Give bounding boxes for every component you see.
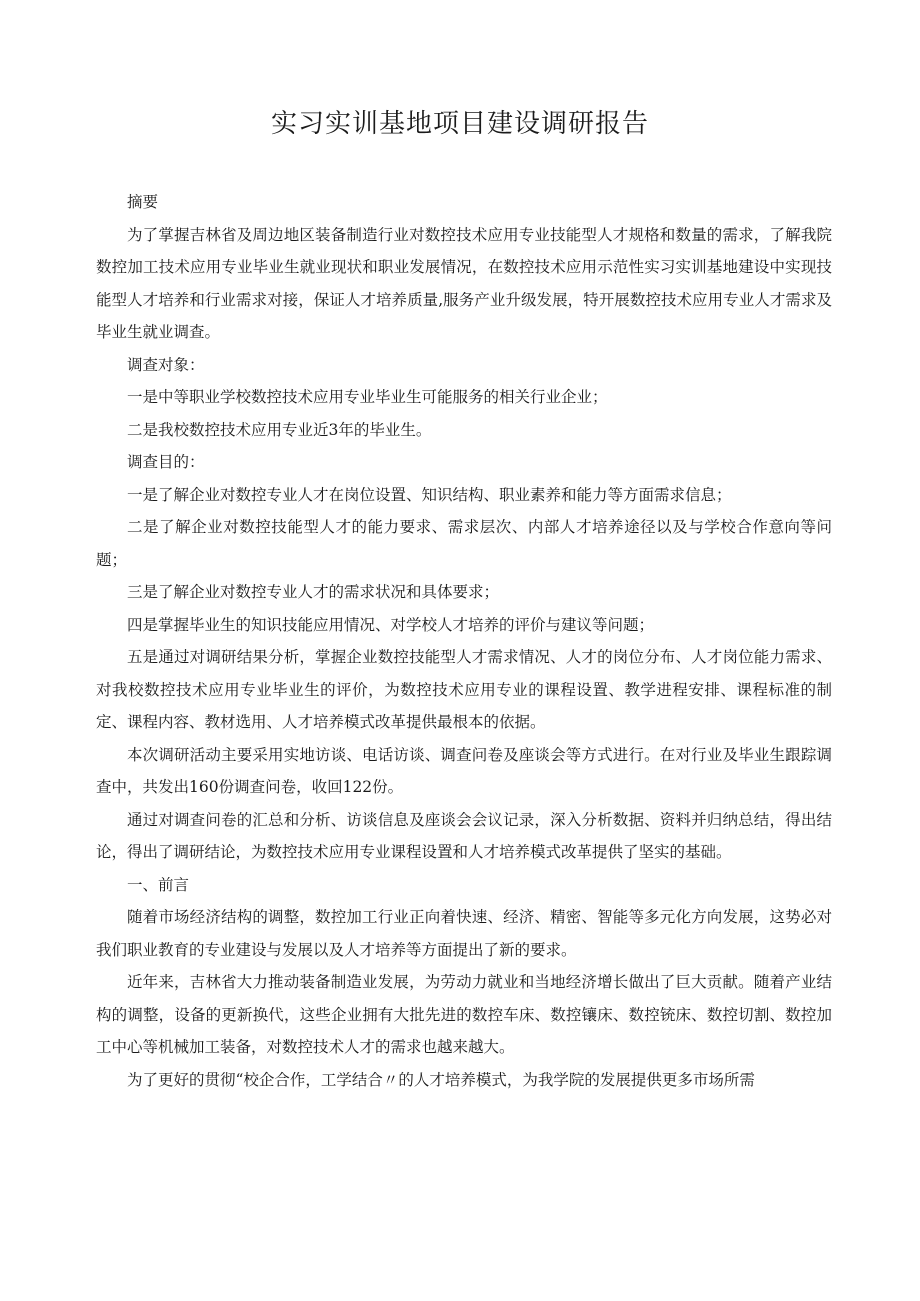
paragraph-preface-2: 近年来，吉林省大力推动装备制造业发展，为劳动力就业和当地经济增长做出了巨大贡献。随着产业结构的调整，设备的更新换代，这些企业拥有大批先进的数控车床、数控镶床、数控铳床、数控切割、数控加工中心等机械加工装备，对数控技术人才的需求也越来越大。 <box>96 973 832 1056</box>
document-title: 实习实训基地项目建设调研报告 <box>270 109 649 139</box>
paragraph-abstract-text: 为了掌握吉林省及周边地区装备制造行业对数控技术应用专业技能型人才规格和数量的需求，了解我院数控加工技术应用专业毕业生就业现状和职业发展情况，在数控技术应用示范性实习实训基地建设中实现技能型人才培养和行业需求对接，保证人才培养质量,服务产业升级发展，特开展数控技术应用专业人才需求及毕业生就业调查。 <box>96 225 832 341</box>
paragraph-survey-purpose-2: 二是了解企业对数控技能型人才的能力要求、需求层次、内部人才培养途径以及与学校合作意向等问题； <box>96 518 832 569</box>
paragraph-survey-purpose-5: 五是通过对调研结果分析，掌握企业数控技能型人才需求情况、人才的岗位分布、人才岗位能力需求、对我校数控技术应用专业毕业生的评价，为数控技术应用专业的课程设置、教学进程安排、课程标准的制定、课程内容、教材选用、人才培养模式改革提供最根本的依据。 <box>96 648 832 731</box>
paragraph-survey-purpose-1: 一是了解企业对数控专业人才在岗位设置、知识结构、职业素养和能力等方面需求信息； <box>127 485 732 504</box>
paragraph-survey-purpose-4: 四是掌握毕业生的知识技能应用情况、对学校人才培养的评价与建议等问题； <box>127 615 655 634</box>
section-heading-preface: 一、前言 <box>127 875 190 894</box>
paragraph-survey-subject-2: 二是我校数控技术应用专业近3年的毕业生。 <box>127 420 432 439</box>
paragraph-survey-conclusion: 通过对调查问卷的汇总和分析、访谈信息及座谈会会议记录，深入分析数据、资料并归纳总结，得出结论，得出了调研结论，为数控技术应用专业课程设置和人才培养模式改革提供了坚实的基础。 <box>96 810 832 861</box>
paragraph-preface-3: 为了更好的贯彻“校企合作，工学结合〃的人才培养模式，为我学院的发展提供更多市场所需 <box>127 1070 755 1089</box>
paragraph-survey-purpose-heading: 调查目的： <box>127 453 205 471</box>
paragraph-survey-methods: 本次调研活动主要采用实地访谈、电话访谈、调查问卷及座谈会等方式进行。在对行业及毕业生跟踪调查中，共发出160份调查问卷，收回122份。 <box>96 745 832 796</box>
paragraph-preface-1: 随着市场经济结构的调整，数控加工行业正向着快速、经济、精密、智能等多元化方向发展，这势必对我们职业教育的专业建设与发展以及人才培养等方面提出了新的要求。 <box>96 908 832 959</box>
paragraph-abstract-heading: 摘要 <box>127 193 159 211</box>
paragraph-survey-subject-1: 一是中等职业学校数控技术应用专业毕业生可能服务的相关行业企业； <box>127 388 608 406</box>
document-body <box>96 186 832 1096</box>
paragraph-survey-subjects-heading: 调查对象： <box>127 355 205 374</box>
paragraph-survey-purpose-3: 三是了解企业对数控专业人才的需求状况和具体要求； <box>127 583 500 601</box>
